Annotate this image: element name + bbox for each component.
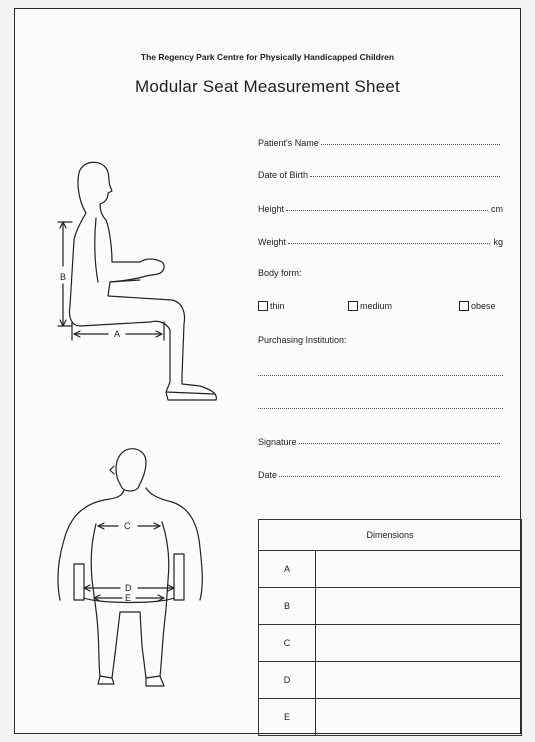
- side-figure-outline: [69, 162, 216, 400]
- dimension-d-value-cell[interactable]: [316, 662, 522, 699]
- signature-line[interactable]: [299, 442, 500, 444]
- dimension-e-value-cell[interactable]: [316, 699, 522, 736]
- dimension-a-value-cell[interactable]: [316, 551, 522, 588]
- dimensions-header: Dimensions: [259, 520, 522, 551]
- dimension-row-key: A: [259, 551, 316, 588]
- dimension-label-d: D: [125, 583, 132, 593]
- dimension-row-key: D: [259, 662, 316, 699]
- date-label: Date: [258, 470, 278, 480]
- institution-name: The Regency Park Centre for Physically Handicapped Children: [140, 52, 395, 62]
- dob-field[interactable]: [258, 166, 503, 180]
- thin-label: thin: [270, 301, 285, 311]
- weight-field[interactable]: [258, 233, 503, 247]
- purchasing-institution-line-2[interactable]: [258, 407, 503, 409]
- dimension-c-value-cell[interactable]: [316, 625, 522, 662]
- signature-label: Signature: [258, 437, 297, 447]
- dimension-label-e: E: [125, 593, 132, 603]
- thin-checkbox[interactable]: [258, 301, 268, 311]
- obese-checkbox[interactable]: [459, 301, 469, 311]
- medium-label: medium: [360, 301, 393, 311]
- height-line[interactable]: [286, 209, 488, 211]
- weight-unit: kg: [493, 237, 503, 247]
- patient-name-line[interactable]: [321, 143, 500, 145]
- patient-name-field[interactable]: [258, 134, 503, 148]
- body-form-thin-option[interactable]: [258, 301, 285, 311]
- medium-checkbox[interactable]: [348, 301, 358, 311]
- weight-label: Weight: [258, 237, 286, 247]
- dimension-row-key: B: [259, 588, 316, 625]
- obese-label: obese: [471, 301, 496, 311]
- dimension-b-value-cell[interactable]: [316, 588, 522, 625]
- dimension-label-a: A: [114, 329, 121, 339]
- signature-field[interactable]: [258, 433, 503, 447]
- height-label: Height: [258, 204, 285, 214]
- patient-name-label: Patient's Name: [258, 138, 319, 148]
- dimension-label-c: C: [124, 521, 131, 531]
- dimension-row-key: E: [259, 699, 316, 736]
- dimension-row-key: C: [259, 625, 316, 662]
- purchasing-institution-label: Purchasing Institution:: [258, 335, 347, 345]
- date-line[interactable]: [279, 475, 500, 477]
- dimension-label-b: B: [60, 272, 67, 282]
- dimensions-table: [258, 519, 522, 736]
- height-field[interactable]: [258, 200, 503, 214]
- dob-line[interactable]: [310, 175, 500, 177]
- body-form-obese-option[interactable]: [459, 301, 496, 311]
- date-field[interactable]: [258, 466, 503, 480]
- page-title: Modular Seat Measurement Sheet: [135, 77, 400, 96]
- purchasing-institution-line-1[interactable]: [258, 374, 503, 376]
- front-figure-head: [116, 449, 146, 491]
- height-unit: cm: [491, 204, 503, 214]
- dob-label: Date of Birth: [258, 170, 309, 180]
- body-form-medium-option[interactable]: [348, 301, 392, 311]
- weight-line[interactable]: [288, 242, 491, 244]
- body-form-label: Body form:: [258, 268, 302, 278]
